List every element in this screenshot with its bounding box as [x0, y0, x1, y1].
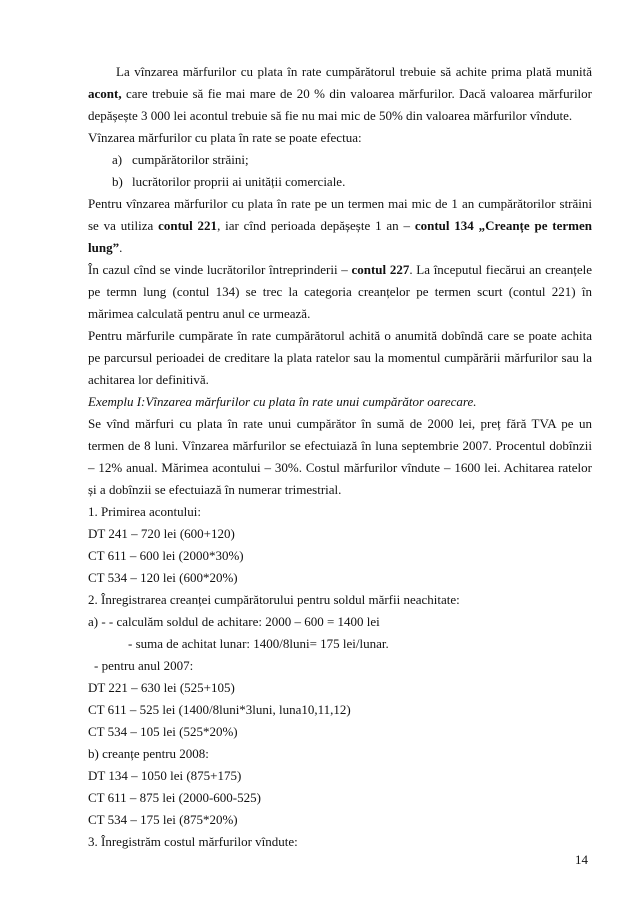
entry-line: CT 611 – 600 lei (2000*30%) — [88, 548, 244, 563]
entry-line: - suma de achitat lunar: 1400/8luni= 175 lei/lunar. — [128, 636, 389, 651]
list-marker: a) — [112, 152, 123, 167]
text-run: , iar cînd perioada depășește 1 an – — [217, 218, 415, 233]
bold-term-account-221: contul 221 — [158, 218, 218, 233]
entry-line: CT 534 – 105 lei (525*20%) — [88, 724, 238, 739]
list-marker: b) — [112, 174, 123, 189]
text-run: Pentru vînzarea mărfurilor cu plata în rate pe un termen mai mic de 1 an cumpărătorilor străini se va utiliza — [88, 196, 592, 233]
entry-line: b) creanțe pentru 2008: — [88, 746, 209, 761]
page-number: 14 — [575, 852, 588, 867]
list-item-text: cumpărătorilor străini; — [132, 152, 249, 167]
entry-line: DT 221 – 630 lei (525+105) — [88, 680, 235, 695]
paragraph-methods: Vînzarea mărfurilor cu plata în rate se poate efectua: — [88, 130, 362, 145]
example-title: Exemplu I:Vînzarea mărfurilor cu plata în rate unui cumpărător oarecare. — [88, 394, 477, 409]
entry-line: a) - - calculăm soldul de achitare: 2000 – 600 = 1400 lei — [88, 614, 380, 629]
paragraph-accounts — [88, 193, 592, 259]
list-item-text: lucrătorilor proprii ai unității comerciale. — [132, 174, 346, 189]
bold-term-account-134: contul 134 „Creanțe pe termen lung” — [88, 218, 592, 255]
text-run: La vînzarea mărfurilor cu plata în rate cumpărătorul trebuie să achite prima plată munită — [116, 64, 592, 79]
page-body — [88, 61, 592, 853]
entry-line: CT 611 – 525 lei (1400/8luni*3luni, luna10,11,12) — [88, 702, 351, 717]
paragraph-employees — [88, 259, 592, 325]
entry-line: CT 611 – 875 lei (2000-600-525) — [88, 790, 261, 805]
step-heading: 3. Înregistrăm costul mărfurilor vîndute: — [88, 834, 298, 849]
entry-line: CT 534 – 120 lei (600*20%) — [88, 570, 238, 585]
entry-line: DT 241 – 720 lei (600+120) — [88, 526, 235, 541]
list-item — [88, 171, 592, 193]
entry-line: CT 534 – 175 lei (875*20%) — [88, 812, 238, 827]
bold-term-account-227: contul 227 — [351, 262, 410, 277]
step-heading: 2. Înregistrarea creanței cumpărătorului pentru soldul mărfii neachitate: — [88, 592, 460, 607]
paragraph-example: Se vînd mărfuri cu plata în rate unui cumpărător în sumă de 2000 lei, preț fără TVA pe un termen de 8 luni. Vînzarea mărfurilor se efectuiază în luna septembrie 2007. Procentul dobînzii – 12% anual. Mărimea acontului – 30%. Costul mărfurilor vîndute – 1600 lei. Achitarea ratelor și a dobînzii se efectuiază în numerar trimestrial. — [88, 416, 592, 497]
text-run: . La începutul fiecărui an creanțele pe termn lung (contul 134) se trec la categoria creanțelor pe termen scurt (contul 221) în mărimea calculată pentru anul ce urmează. — [88, 262, 593, 321]
text-run: . — [119, 240, 123, 255]
paragraph-interest: Pentru mărfurile cumpărate în rate cumpărătorul achită o anumită dobîndă care se poate achita pe parcursul perioadei de creditare la plata ratelor sau la momentul cumpărării mărfurilor sau la achitarea lor definitivă. — [88, 328, 592, 387]
text-run: În cazul cînd se vinde lucrătorilor întreprinderii – — [88, 262, 352, 277]
list-item — [88, 149, 592, 171]
bold-term-acont: acont, — [88, 86, 122, 101]
paragraph-acont — [88, 61, 592, 127]
entry-line: DT 134 – 1050 lei (875+175) — [88, 768, 242, 783]
entry-line: - pentru anul 2007: — [94, 658, 194, 673]
text-run: care trebuie să fie mai mare de 20 % din valoarea mărfurilor. Dacă valoarea mărfurilor depășește 3 000 lei acontul trebuie să fie nu mai mic de 50% din valoarea mărfurilor vîndute. — [88, 86, 592, 123]
step-heading: 1. Primirea acontului: — [88, 504, 202, 519]
